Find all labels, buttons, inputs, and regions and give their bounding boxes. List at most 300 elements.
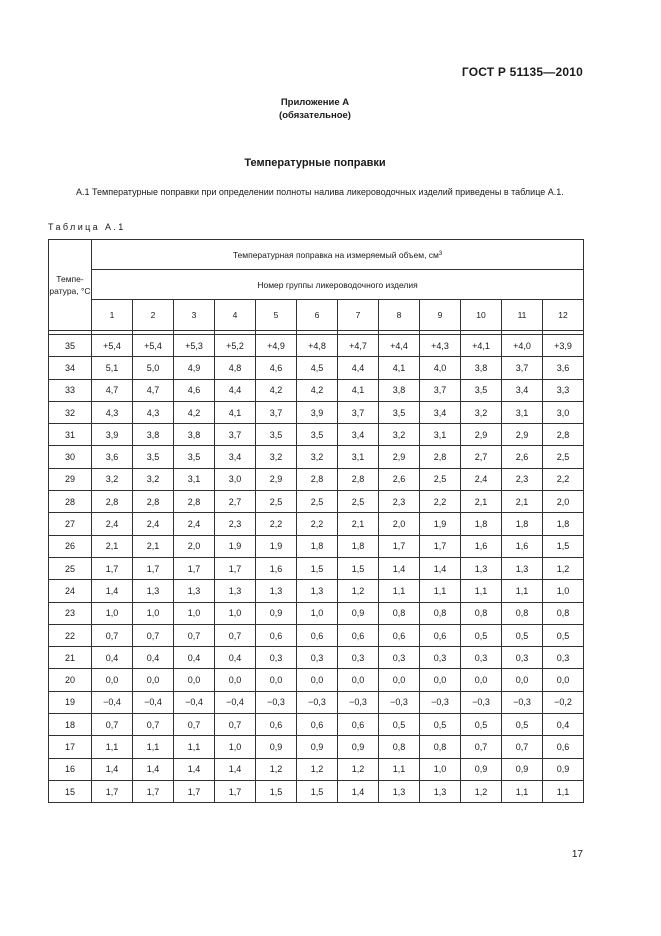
correction-value-cell: 0,0 [543,669,584,691]
temperature-header [49,240,92,331]
correction-value-cell: 3,3 [543,379,584,401]
correction-value-cell: 1,0 [133,602,174,624]
correction-value-cell: 1,6 [461,535,502,557]
correction-value-cell: 1,8 [543,513,584,535]
correction-value-cell: 2,1 [92,535,133,557]
correction-value-cell: 0,9 [338,602,379,624]
correction-value-cell: 3,5 [133,446,174,468]
correction-value-cell: 4,1 [338,379,379,401]
group-number-cell: 7 [338,300,379,331]
correction-value-cell: 1,9 [420,513,461,535]
correction-value-cell: 1,7 [133,780,174,802]
correction-value-cell: 0,6 [338,714,379,736]
correction-value-cell: 1,3 [297,580,338,602]
group-number-row [49,300,584,331]
correction-value-cell: +4,0 [502,335,543,357]
correction-value-cell: 3,7 [502,357,543,379]
correction-value-cell: 0,6 [256,714,297,736]
correction-value-cell: 3,1 [420,424,461,446]
temperature-cell: 20 [49,669,92,691]
correction-value-cell: 1,1 [461,580,502,602]
correction-value-cell: 1,9 [256,535,297,557]
correction-value-cell: 0,9 [461,758,502,780]
correction-value-cell: 1,4 [338,780,379,802]
correction-value-cell: 0,0 [133,669,174,691]
temperature-cell: 30 [49,446,92,468]
correction-value-cell: 0,8 [502,602,543,624]
correction-value-cell: 1,3 [379,780,420,802]
correction-value-cell: 2,9 [461,424,502,446]
correction-value-cell: 3,0 [543,401,584,423]
correction-value-cell: 4,7 [133,379,174,401]
temperature-cell: 32 [49,401,92,423]
correction-value-cell: +5,4 [133,335,174,357]
correction-value-cell: 3,9 [92,424,133,446]
correction-value-cell: 1,7 [92,557,133,579]
temperature-header-label: Темпе-ратура, °С [49,274,91,296]
correction-value-cell: 1,4 [92,758,133,780]
correction-value-cell: 0,7 [92,624,133,646]
correction-value-cell: 1,7 [420,535,461,557]
correction-value-cell: −0,3 [256,691,297,713]
correction-value-cell: 0,4 [215,647,256,669]
correction-value-cell: 0,8 [543,602,584,624]
correction-value-cell: 3,2 [379,424,420,446]
correction-value-cell: 1,1 [502,780,543,802]
correction-value-cell: 0,7 [92,714,133,736]
correction-value-cell: 2,2 [256,513,297,535]
correction-value-cell: 1,7 [133,557,174,579]
table-row [49,647,584,669]
correction-value-cell: 0,7 [461,736,502,758]
correction-value-cell: 0,0 [338,669,379,691]
correction-value-cell: 1,5 [256,780,297,802]
correction-value-cell: 3,5 [379,401,420,423]
correction-value-cell: −0,4 [174,691,215,713]
table-row [49,557,584,579]
table-row [49,580,584,602]
correction-value-cell: 1,8 [297,535,338,557]
correction-value-cell: 0,8 [379,602,420,624]
correction-value-cell: 4,6 [174,379,215,401]
correction-value-cell: 0,5 [420,714,461,736]
correction-value-cell: 0,0 [461,669,502,691]
correction-value-cell: 0,5 [379,714,420,736]
correction-value-cell: 3,2 [133,468,174,490]
correction-value-cell: 0,6 [543,736,584,758]
correction-value-cell: 1,1 [543,780,584,802]
correction-value-cell: 2,0 [543,491,584,513]
correction-value-cell: +4,8 [297,335,338,357]
correction-value-cell: 0,3 [297,647,338,669]
correction-value-cell: 2,4 [461,468,502,490]
temperature-cell: 31 [49,424,92,446]
correction-value-cell: +4,3 [420,335,461,357]
correction-value-cell: 1,0 [215,736,256,758]
correction-value-cell: 0,3 [502,647,543,669]
correction-value-cell: −0,3 [461,691,502,713]
correction-value-cell: 0,4 [92,647,133,669]
correction-value-cell: 2,5 [256,491,297,513]
table-row [49,714,584,736]
correction-value-cell: 0,5 [502,624,543,646]
correction-value-cell: 0,0 [420,669,461,691]
table-row [49,468,584,490]
correction-value-cell: 2,9 [379,446,420,468]
correction-value-cell: 0,9 [543,758,584,780]
correction-value-cell: 0,6 [338,624,379,646]
correction-value-cell: 3,1 [502,401,543,423]
correction-value-cell: 0,0 [502,669,543,691]
correction-value-cell: 1,7 [379,535,420,557]
correction-value-cell: 4,5 [297,357,338,379]
correction-value-cell: 0,9 [502,758,543,780]
correction-value-cell: 3,7 [420,379,461,401]
correction-value-cell: 4,3 [133,401,174,423]
group-number-cell: 10 [461,300,502,331]
correction-value-cell: 3,4 [215,446,256,468]
correction-value-cell: +4,4 [379,335,420,357]
correction-value-cell: 0,8 [461,602,502,624]
correction-value-cell: 0,5 [502,714,543,736]
correction-value-cell: 0,6 [420,624,461,646]
correction-value-cell: 4,2 [256,379,297,401]
correction-value-cell: 1,5 [297,557,338,579]
correction-value-cell: 0,3 [256,647,297,669]
table-row [49,491,584,513]
correction-value-cell: 3,7 [215,424,256,446]
correction-value-cell: 0,8 [420,736,461,758]
correction-value-cell: 3,6 [543,357,584,379]
correction-value-cell: 4,2 [297,379,338,401]
appendix-title: Приложение А [280,97,350,108]
correction-value-cell: 3,7 [338,401,379,423]
correction-value-cell: 2,7 [461,446,502,468]
correction-value-cell: 1,0 [174,602,215,624]
table-row [49,758,584,780]
correction-value-cell: 0,5 [461,714,502,736]
correction-value-cell: 0,7 [174,624,215,646]
correction-value-cell: 1,0 [297,602,338,624]
correction-value-cell: 0,0 [92,669,133,691]
correction-value-cell: 1,3 [420,780,461,802]
correction-value-cell: 2,8 [92,491,133,513]
correction-value-cell: 0,3 [543,647,584,669]
correction-value-cell: 1,8 [461,513,502,535]
correction-value-cell: 1,3 [133,580,174,602]
correction-value-cell: 4,6 [256,357,297,379]
correction-value-cell: +5,4 [92,335,133,357]
correction-value-cell: 1,1 [379,580,420,602]
table-caption: Таблица А.1 [48,222,126,232]
temperature-cell: 25 [49,557,92,579]
correction-value-cell: 1,1 [502,580,543,602]
correction-value-cell: +4,9 [256,335,297,357]
correction-value-cell: 1,5 [543,535,584,557]
temperature-cell: 17 [49,736,92,758]
table-row [49,424,584,446]
correction-value-cell: 4,1 [379,357,420,379]
correction-value-cell: 1,0 [215,602,256,624]
correction-value-cell: 1,3 [174,580,215,602]
correction-value-cell: 2,2 [543,468,584,490]
correction-value-cell: 1,9 [215,535,256,557]
temperature-cell: 15 [49,780,92,802]
correction-value-cell: 1,3 [215,580,256,602]
correction-value-cell: 1,2 [461,780,502,802]
correction-value-cell: 3,2 [461,401,502,423]
temperature-cell: 34 [49,357,92,379]
group-number-cell: 11 [502,300,543,331]
correction-value-cell: 2,8 [338,468,379,490]
correction-value-cell: 0,8 [420,602,461,624]
correction-value-cell: 3,7 [256,401,297,423]
correction-value-cell: 1,6 [502,535,543,557]
correction-value-cell: 4,2 [174,401,215,423]
correction-value-cell: 2,9 [256,468,297,490]
correction-value-cell: 1,7 [215,780,256,802]
correction-value-cell: 0,0 [174,669,215,691]
correction-value-cell: 3,5 [174,446,215,468]
correction-value-cell: 3,0 [215,468,256,490]
correction-value-cell: 0,3 [379,647,420,669]
temperature-cell: 26 [49,535,92,557]
correction-value-cell: 1,3 [461,557,502,579]
correction-value-cell: 3,8 [461,357,502,379]
correction-value-cell: 2,3 [379,491,420,513]
intro-paragraph: А.1 Температурные поправки при определении полноты налива ликероводочных изделий приведены в таблице А.1. [76,187,564,197]
correction-value-cell: 3,4 [502,379,543,401]
correction-value-cell: 2,3 [502,468,543,490]
correction-value-cell: 2,8 [174,491,215,513]
correction-value-cell: 1,1 [420,580,461,602]
group-number-cell: 4 [215,300,256,331]
correction-value-cell: 2,6 [502,446,543,468]
temperature-cell: 33 [49,379,92,401]
table-row [49,401,584,423]
correction-value-cell: 3,5 [256,424,297,446]
correction-value-cell: 2,5 [338,491,379,513]
correction-value-cell: 5,0 [133,357,174,379]
correction-value-cell: 0,7 [215,714,256,736]
correction-value-cell: +3,9 [543,335,584,357]
correction-value-cell: 1,2 [543,557,584,579]
temperature-cell: 27 [49,513,92,535]
correction-value-cell: 3,1 [338,446,379,468]
correction-value-cell: 1,0 [420,758,461,780]
correction-value-cell: 2,0 [379,513,420,535]
correction-value-cell: 0,6 [379,624,420,646]
correction-value-cell: −0,3 [502,691,543,713]
correction-value-cell: 3,5 [461,379,502,401]
correction-value-cell: 3,8 [133,424,174,446]
correction-value-cell: 1,4 [174,758,215,780]
correction-value-cell: +4,7 [338,335,379,357]
correction-value-cell: 0,6 [297,714,338,736]
temperature-cell: 24 [49,580,92,602]
correction-value-cell: 0,9 [297,736,338,758]
group-number-cell: 12 [543,300,584,331]
correction-value-cell: 0,0 [256,669,297,691]
correction-value-cell: 0,5 [543,624,584,646]
correction-value-cell: 4,4 [338,357,379,379]
correction-value-cell: 2,2 [297,513,338,535]
correction-value-cell: −0,3 [297,691,338,713]
correction-value-cell: 3,2 [92,468,133,490]
temperature-cell: 23 [49,602,92,624]
correction-value-cell: 1,5 [297,780,338,802]
correction-value-cell: −0,4 [133,691,174,713]
correction-value-cell: −0,4 [215,691,256,713]
table-row [49,736,584,758]
table-row [49,335,584,357]
correction-value-cell: 2,5 [297,491,338,513]
temperature-cell: 29 [49,468,92,490]
correction-value-cell: 3,2 [297,446,338,468]
correction-value-cell: 1,1 [379,758,420,780]
correction-value-cell: 1,4 [133,758,174,780]
correction-value-cell: −0,2 [543,691,584,713]
temperature-cell: 21 [49,647,92,669]
table-row [49,780,584,802]
correction-value-cell: 0,9 [338,736,379,758]
correction-value-cell: 1,2 [338,580,379,602]
temperature-cell: 18 [49,714,92,736]
correction-value-cell: 1,1 [133,736,174,758]
group-number-cell: 6 [297,300,338,331]
table-row [49,691,584,713]
correction-value-cell: 3,5 [297,424,338,446]
correction-value-cell: 3,9 [297,401,338,423]
correction-value-cell: 1,7 [92,780,133,802]
correction-value-cell: 0,0 [297,669,338,691]
correction-value-cell: 4,3 [92,401,133,423]
correction-value-cell: 2,1 [338,513,379,535]
correction-value-cell: 1,0 [92,602,133,624]
correction-value-cell: 2,5 [543,446,584,468]
table-row [49,602,584,624]
correction-value-cell: 1,7 [174,780,215,802]
correction-value-cell: 1,4 [215,758,256,780]
correction-value-cell: 0,4 [133,647,174,669]
correction-value-cell: 0,7 [215,624,256,646]
correction-value-cell: 0,5 [461,624,502,646]
correction-value-cell: 1,1 [174,736,215,758]
group-number-cell: 9 [420,300,461,331]
group-number-cell: 5 [256,300,297,331]
correction-value-cell: 2,4 [92,513,133,535]
group-number-cell: 2 [133,300,174,331]
correction-value-cell: 0,7 [133,624,174,646]
correction-value-cell: 4,7 [92,379,133,401]
correction-value-cell: 1,1 [92,736,133,758]
correction-value-cell: 1,4 [420,557,461,579]
standard-number: ГОСТ Р 51135—2010 [461,65,583,79]
correction-value-cell: 1,2 [338,758,379,780]
correction-header [92,240,584,270]
correction-value-cell: 1,3 [502,557,543,579]
correction-value-cell: 1,3 [256,580,297,602]
table-row [49,624,584,646]
correction-value-cell: 4,9 [174,357,215,379]
correction-value-cell: 0,4 [174,647,215,669]
correction-value-cell: 2,0 [174,535,215,557]
correction-value-cell: 2,4 [174,513,215,535]
correction-value-cell: 0,6 [256,624,297,646]
correction-value-cell: 2,8 [420,446,461,468]
correction-value-cell: 1,6 [256,557,297,579]
correction-value-cell: 2,8 [133,491,174,513]
correction-value-cell: 3,4 [338,424,379,446]
correction-value-cell: 0,7 [174,714,215,736]
temperature-cell: 16 [49,758,92,780]
correction-value-cell: 1,8 [338,535,379,557]
correction-value-cell: 3,6 [92,446,133,468]
correction-value-cell: 1,8 [502,513,543,535]
correction-value-cell: 1,0 [543,580,584,602]
correction-value-cell: +5,2 [215,335,256,357]
appendix-status: (обязательное) [279,110,351,121]
header-row-top [49,240,584,270]
correction-value-cell: 0,8 [379,736,420,758]
temperature-cell: 22 [49,624,92,646]
correction-value-cell: 0,6 [297,624,338,646]
group-number-cell: 1 [92,300,133,331]
correction-value-cell: 1,7 [174,557,215,579]
table-row [49,513,584,535]
correction-value-cell: −0,3 [379,691,420,713]
correction-value-cell: 2,8 [543,424,584,446]
correction-value-cell: 4,8 [215,357,256,379]
correction-value-cell: +5,3 [174,335,215,357]
correction-value-cell: 0,7 [133,714,174,736]
table-row [49,446,584,468]
correction-value-cell: 0,3 [420,647,461,669]
correction-value-cell: 0,3 [461,647,502,669]
correction-value-cell: 4,1 [215,401,256,423]
correction-value-cell: −0,4 [92,691,133,713]
table-row [49,669,584,691]
correction-value-cell: +4,1 [461,335,502,357]
temperature-cell: 19 [49,691,92,713]
correction-value-cell: 2,1 [133,535,174,557]
correction-value-cell: 2,6 [379,468,420,490]
correction-value-cell: 2,4 [133,513,174,535]
correction-value-cell: 2,8 [297,468,338,490]
group-number-cell: 3 [174,300,215,331]
temperature-cell: 28 [49,491,92,513]
header-row-group [49,270,584,300]
correction-value-cell: 3,2 [256,446,297,468]
correction-value-cell: 1,2 [297,758,338,780]
section-title: Температурные поправки [244,157,386,169]
correction-value-cell: 0,4 [543,714,584,736]
correction-value-cell: 0,9 [256,602,297,624]
correction-value-cell: −0,3 [420,691,461,713]
correction-value-cell: 1,4 [92,580,133,602]
correction-value-cell: 2,1 [461,491,502,513]
correction-value-cell: 4,0 [420,357,461,379]
correction-value-cell: 0,7 [502,736,543,758]
correction-value-cell: 0,9 [256,736,297,758]
correction-value-cell: 1,2 [256,758,297,780]
correction-value-cell: 3,4 [420,401,461,423]
group-number-cell: 8 [379,300,420,331]
correction-value-cell: 1,4 [379,557,420,579]
correction-header-label: Температурная поправка на измеряемый объем, см [232,249,439,260]
correction-value-cell: 3,1 [174,468,215,490]
page-number: 17 [571,849,583,860]
